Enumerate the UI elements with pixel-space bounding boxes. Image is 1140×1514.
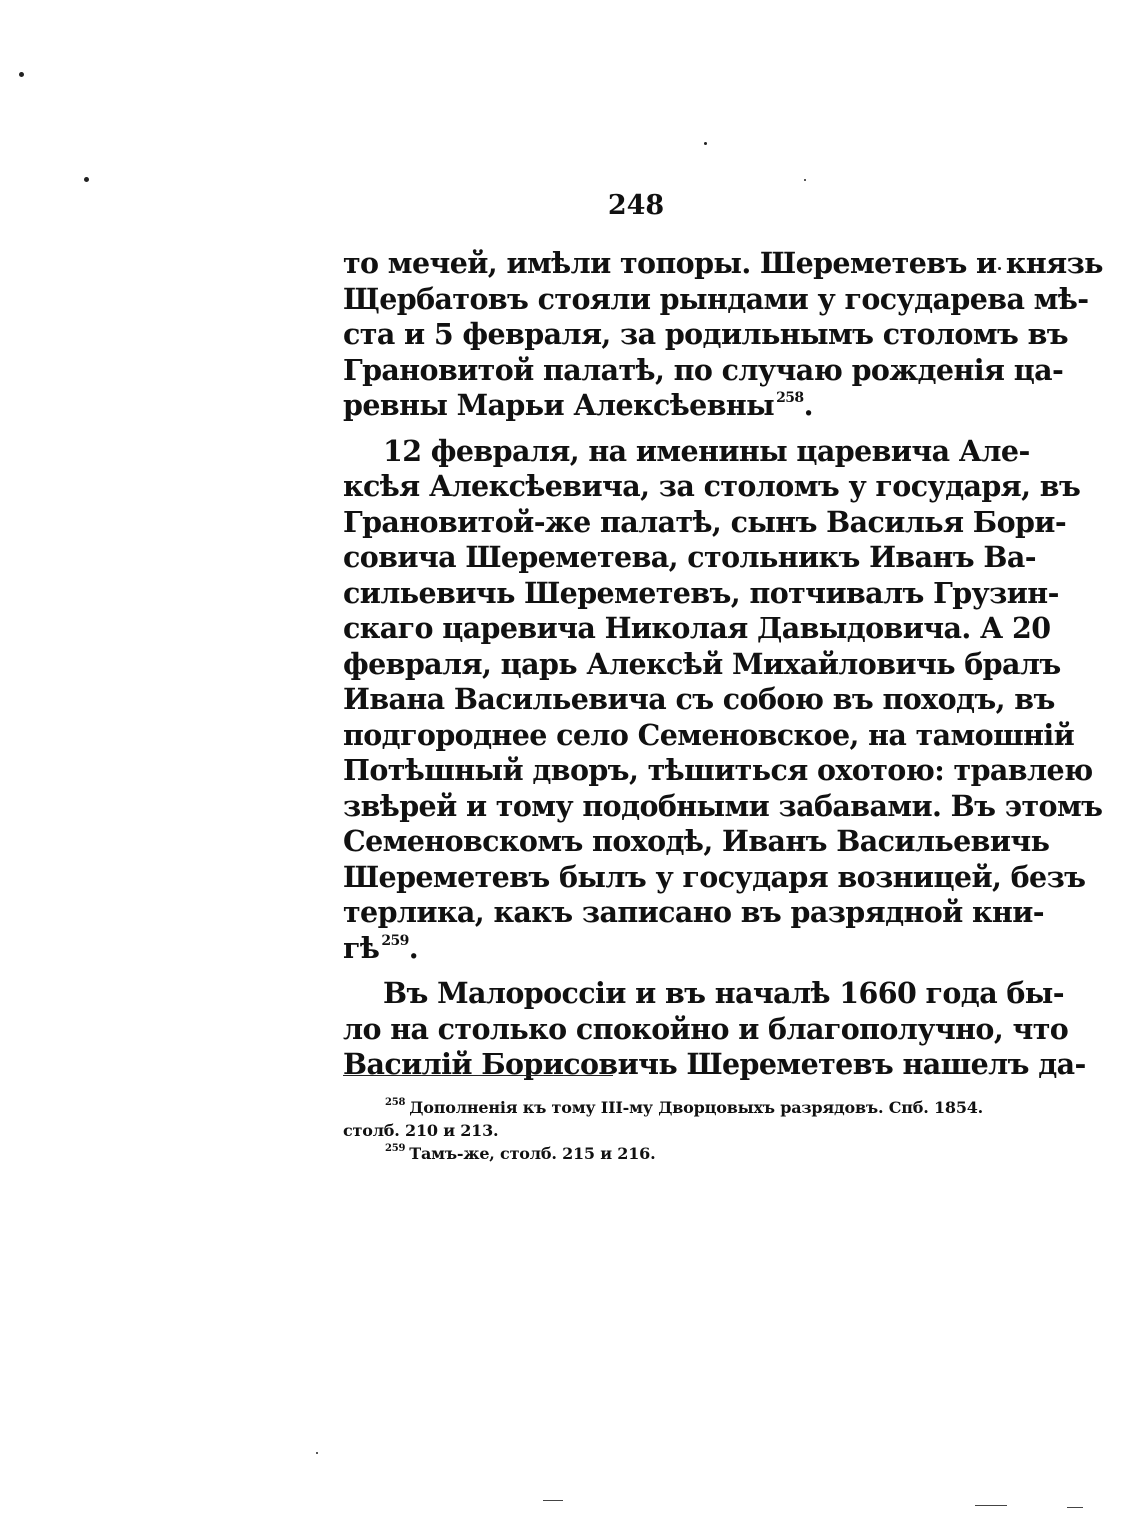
text-line — [343, 1047, 1086, 1083]
text-line-content: терлика, какъ записано въ разрядной кни- — [343, 895, 1045, 929]
footnote-number: 258 — [385, 1097, 406, 1108]
paragraph-gap — [343, 424, 931, 434]
text-line — [343, 753, 1093, 789]
scan-speck — [19, 72, 24, 77]
page-number: 248 — [607, 190, 665, 221]
text-line-content: Ивана Васильевича съ собою въ походъ, въ — [343, 682, 1055, 716]
text-line-content: 12 февраля, на именины царевича Але- — [383, 433, 1030, 468]
text-line — [343, 469, 1081, 505]
text-line-content: скаго царевича Николая Давыдовича. А 20 — [343, 611, 1051, 645]
footnote-line — [343, 1119, 931, 1142]
scan-speck — [704, 142, 707, 145]
text-line-content: февраля, царь Алексѣй Михайловичь бралъ — [343, 646, 1061, 681]
text-line — [343, 611, 1051, 647]
text-line — [343, 281, 1089, 318]
text-line — [343, 317, 1069, 353]
text-line — [343, 246, 1103, 282]
text-line-content: Семеновскомъ походѣ, Иванъ Васильевичь — [343, 824, 1050, 858]
text-line-content: Щербатовъ стояли рындами у государева мѣ- — [343, 281, 1089, 316]
scan-mark — [975, 1505, 1007, 1506]
text-line — [343, 575, 1059, 612]
scan-mark — [543, 1500, 563, 1501]
text-line-content: ксѣя Алексѣевича, за столомъ у государя, въ — [343, 469, 1081, 503]
text-line-content: гѣ — [343, 930, 380, 965]
footnote-rule — [343, 1075, 613, 1076]
text-line — [343, 682, 1055, 718]
text-line — [343, 504, 1067, 541]
text-line-content: Грановитой палатѣ, по случаю рожденія ца- — [343, 352, 1064, 387]
text-line — [343, 717, 1075, 754]
text-line — [343, 540, 1036, 576]
text-line-content: звѣрей и тому подобными забавами. Въ этомъ — [343, 788, 1103, 823]
text-line-content: ло на столько спокойно и благополучно, что — [343, 1011, 1069, 1046]
text-line-content: Василій Борисовичь Шереметевъ нашелъ да- — [343, 1047, 1086, 1081]
text-line — [343, 895, 1045, 931]
text-line — [343, 352, 1064, 389]
text-line — [343, 1011, 1069, 1048]
text-line — [343, 388, 931, 424]
text-line — [343, 859, 1086, 896]
footnote-reference: 258 — [776, 390, 804, 406]
text-line-content: ста и 5 февраля, за родильнымъ столомъ въ — [343, 317, 1069, 351]
body-text — [343, 246, 1103, 1083]
text-line — [343, 646, 1061, 683]
text-line-content: Грановитой-же палатѣ, сынъ Василья Бори- — [343, 504, 1067, 539]
text-line-content: сильевичь Шереметевъ, потчивалъ Грузин- — [343, 575, 1059, 610]
text-line-content: Въ Малороссіи и въ началѣ 1660 года бы- — [383, 976, 1064, 1010]
footnote-number: 259 — [385, 1143, 406, 1154]
text-line — [343, 931, 931, 967]
footnote-line — [343, 1142, 931, 1165]
paragraph-gap — [343, 966, 931, 976]
scan-speck — [316, 1452, 318, 1454]
text-line-content: Шереметевъ былъ у государя возницей, безъ — [343, 859, 1086, 894]
scan-speck — [804, 179, 806, 181]
scan-speck — [84, 177, 89, 182]
footnote-reference: 259 — [381, 932, 409, 949]
text-line-punctuation: . — [408, 930, 419, 965]
text-line-content: ревны Марьи Алексѣевны — [343, 388, 775, 422]
footnote-text: Дополненія къ тому III-му Дворцовыхъ разрядовъ. Спб. 1854. — [409, 1098, 984, 1117]
text-line-content: Потѣшный дворъ, тѣшиться охотою: травлею — [343, 753, 1093, 787]
text-line — [343, 433, 1030, 470]
scan-mark — [1067, 1507, 1083, 1508]
text-line — [343, 976, 1064, 1012]
text-line-content: подгороднее село Семеновское, на тамошній — [343, 717, 1075, 752]
text-line-content: то мечей, имѣли топоры. Шереметевъ и князь — [343, 246, 1103, 280]
text-line-punctuation: . — [803, 388, 813, 422]
footnote-text: столб. 210 и 213. — [343, 1121, 499, 1140]
text-line — [343, 788, 1103, 825]
text-line-content: совича Шереметева, стольникъ Иванъ Ва- — [343, 540, 1036, 574]
footnotes — [343, 1096, 984, 1165]
footnote-text: Тамъ-же, столб. 215 и 216. — [409, 1144, 656, 1163]
text-line — [343, 824, 1050, 860]
footnote-line — [343, 1096, 984, 1119]
